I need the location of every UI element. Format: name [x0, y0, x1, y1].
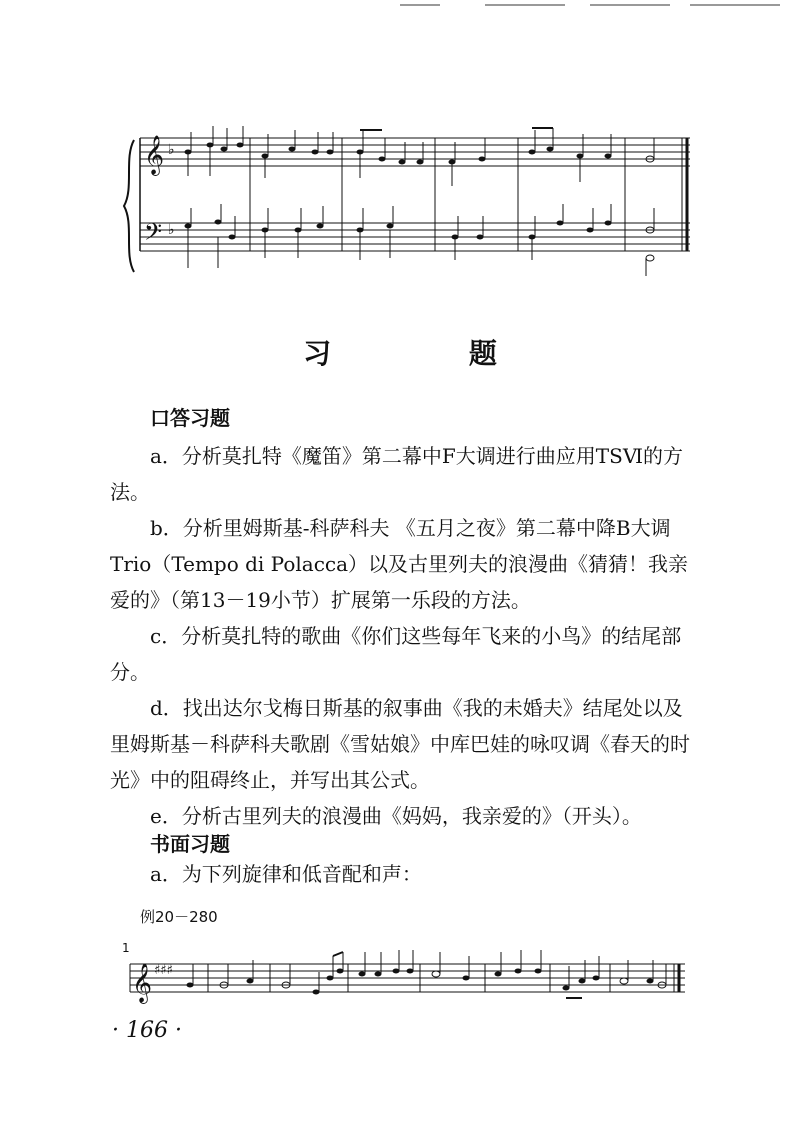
page-number: · 166 ·: [112, 1018, 182, 1043]
example-label: 例20－280: [140, 908, 218, 926]
written-exercises-heading: 书面习题: [150, 832, 230, 856]
svg-text:♭: ♭: [168, 222, 175, 238]
oral-item-c: c．分析莫扎特的歌曲《你们这些每年飞来的小鸟》的结尾部分。: [110, 624, 682, 684]
oral-item-b: b．分析里姆斯基-科萨科夫 《五月之夜》第二幕中降B大调Trio（Tempo di Polacca）以及古里列夫的浪漫曲《猜猜！我亲爱的》（第13－19小节）扩展第一乐段的方法。: [110, 516, 689, 612]
melody-staff: [120, 940, 690, 1010]
written-item-a: a．为下列旋律和低音配和声：: [150, 862, 422, 886]
svg-text:𝄞: 𝄞: [132, 963, 153, 1003]
oral-item-d: d．找出达尔戈梅日斯基的叙事曲《我的未婚夫》结尾处以及里姆斯基－科萨科夫歌剧《雪姑娘》中库巴娃的咏叹调《春天的时光》中的阻碍终止，并写出其公式。: [110, 696, 690, 792]
oral-exercises-heading: 口答习题: [150, 406, 230, 430]
oral-item-a: a．分析莫扎特《魔笛》第二幕中F大调进行曲应用TSⅥ的方法。: [110, 444, 683, 504]
svg-text:♭: ♭: [168, 142, 175, 158]
svg-text:𝄞: 𝄞: [144, 135, 165, 175]
melody-number: 1: [122, 941, 130, 955]
piano-score: [120, 118, 700, 298]
top-rules: [400, 4, 800, 8]
svg-text:♯♯♯: ♯♯♯: [154, 963, 173, 978]
section-title: 习 题: [303, 337, 561, 370]
svg-text:𝄢: 𝄢: [144, 218, 163, 251]
oral-item-e: e．分析古里列夫的浪漫曲《妈妈，我亲爱的》（开头）。: [150, 804, 642, 828]
